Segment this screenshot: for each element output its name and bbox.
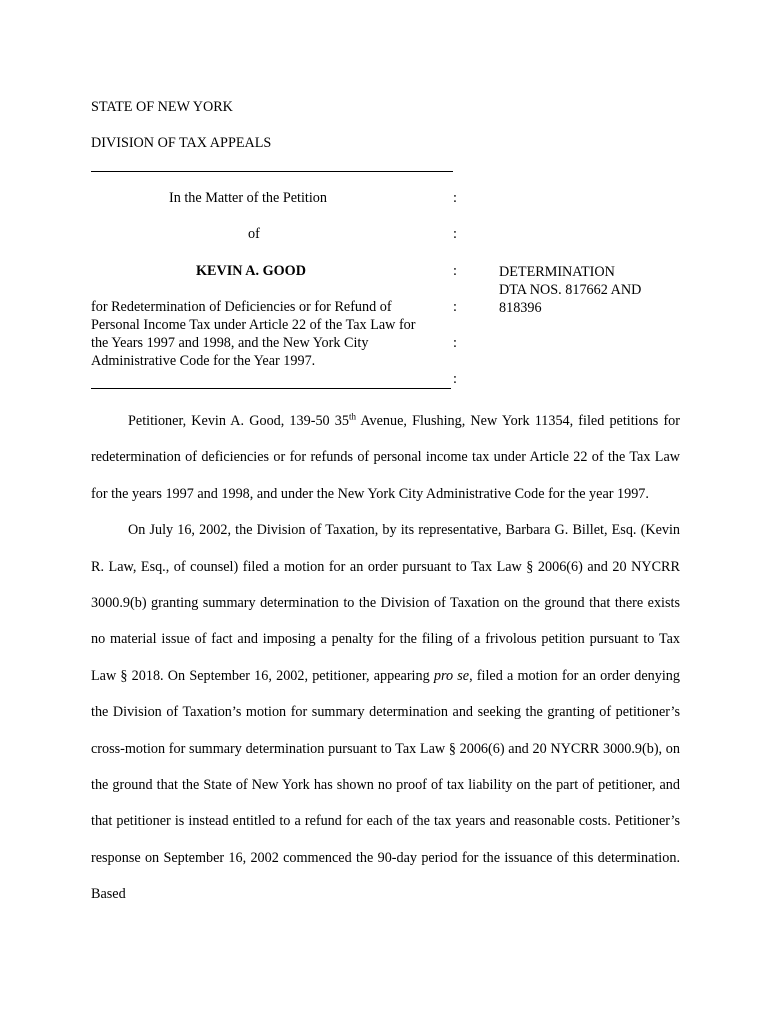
- petition-purpose: for Redetermination of Deficiencies or for Refund of Personal Income Tax under Article 22 of the Tax Law for the Years 1997 and 1998, and the New York City Administrative Code for the Year 1997.: [91, 299, 416, 369]
- p2-text-start: On July 16, 2002, the Division of Taxation, by its representative, Barbara G. Billet, Esq. (Kevin R. Law, Esq., of counsel) filed a motion for an order pursuant to Tax Law § 2006(6) and 20 NYCRR 3000.9(b) granting summary determination to the Division of Taxation on the ground that there exists no material issue of fact and imposing a penalty for the filing of a frivolous petition pursuant to Tax Law § 2018. On September 16, 2002, petitioner, appearing: [91, 522, 680, 684]
- matter-line: In the Matter of the Petition: [169, 190, 327, 206]
- ordinal-suffix: th: [348, 411, 356, 422]
- division-heading: DIVISION OF TAX APPEALS: [91, 135, 272, 151]
- dta-numbers-line1: DTA NOS. 817662 AND: [499, 282, 642, 298]
- header-rule: [91, 171, 453, 172]
- caption-colon: :: [453, 226, 457, 242]
- caption-colon: :: [453, 263, 457, 279]
- caption-colon: :: [453, 371, 457, 387]
- dta-numbers-line2: 818396: [499, 300, 542, 316]
- paragraph-petition: [91, 403, 680, 512]
- p1-text-start: Petitioner, Kevin A. Good, 139-50 35: [128, 413, 349, 429]
- caption-colon: :: [453, 299, 457, 315]
- determination-title: DETERMINATION: [499, 264, 615, 280]
- pro-se-term: pro se: [433, 667, 470, 684]
- body-text: [91, 403, 680, 913]
- caption-colon: :: [453, 335, 457, 351]
- of-line: of: [248, 226, 260, 242]
- determination-block: [499, 263, 669, 317]
- caption-colon: :: [453, 190, 457, 206]
- paragraph-motion: [91, 512, 680, 912]
- petitioner-name: KEVIN A. GOOD: [196, 263, 306, 279]
- p1-text-rest: Avenue, Flushing, New York 11354, filed petitions for redetermination of deficiencies or for refunds of personal income tax under Article 22 of the Tax Law for the years 1997 and 1998, and under the New York City Administrative Code for the year 1997.: [91, 413, 680, 502]
- state-heading: STATE OF NEW YORK: [91, 99, 233, 115]
- caption-bottom-rule: [91, 388, 451, 389]
- p2-text-rest: , filed a motion for an order denying the Division of Taxation’s motion for summary determination and seeking the granting of petitioner’s cross-motion for summary determination pursuant to Tax Law § 2006(6) and 20 NYCRR 3000.9(b), on the ground that the State of New York has shown no proof of tax liability on the part of petitioner, and that petitioner is instead entitled to a refund for each of the tax years and reasonable costs. Petitioner’s response on September 16, 2002 commenced the 90-day period for the issuance of this determination. Based: [91, 667, 680, 903]
